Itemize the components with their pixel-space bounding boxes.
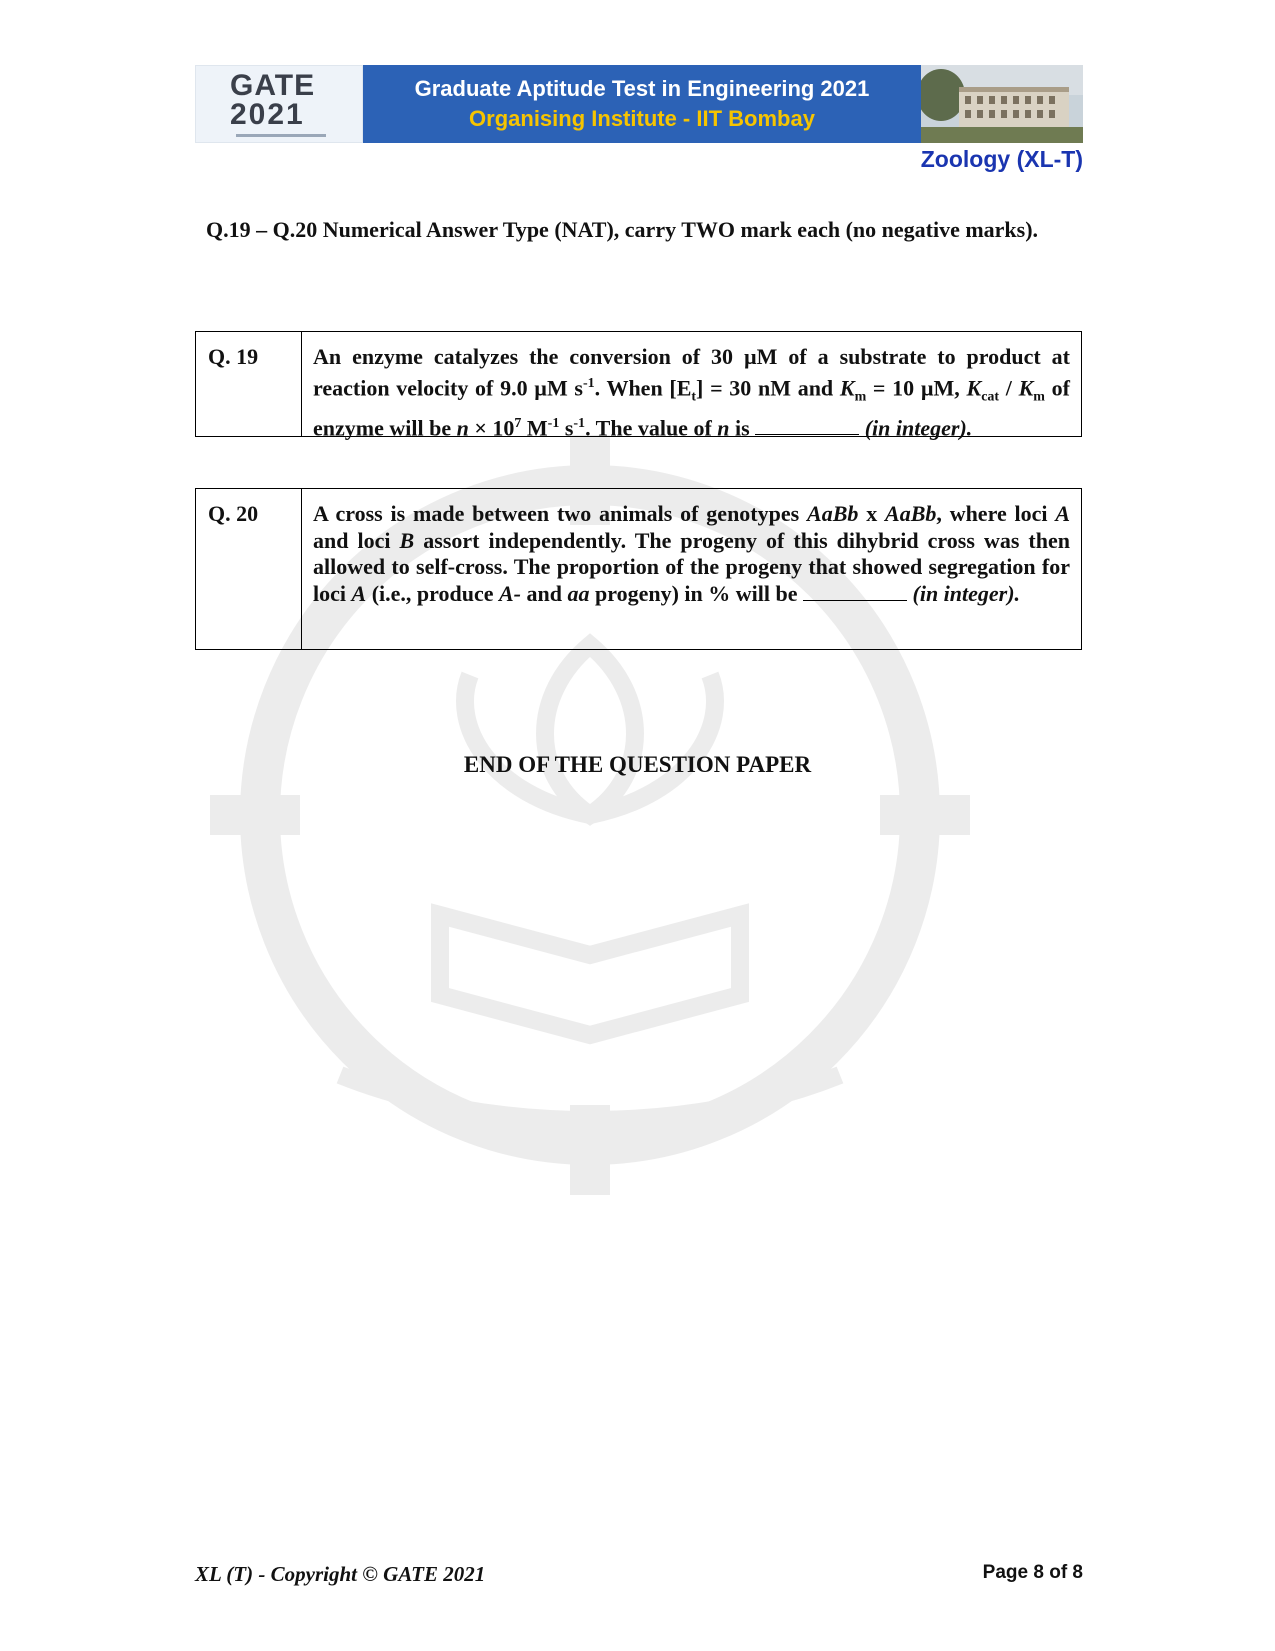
campus-building-photo [921,65,1083,143]
logo-tagline [236,134,326,137]
logo-text-year: 2021 [230,98,305,131]
banner-subtitle: Organising Institute - IIT Bombay [469,106,815,131]
answer-blank [755,416,859,435]
footer-copyright: XL (T) - Copyright © GATE 2021 [195,1562,486,1586]
banner-title: Graduate Aptitude Test in Engineering 2021 [414,76,870,101]
page-header [195,65,1083,143]
logo-text-gate: GATE [230,69,316,102]
question-number: Q. 19 [196,332,302,436]
answer-format-hint: (in integer). [864,415,973,441]
section-heading: Q.19 – Q.20 Numerical Answer Type (NAT), carry TWO mark each (no negative marks). [206,217,1039,242]
header-banner [363,65,921,143]
end-of-paper: END OF THE QUESTION PAPER [463,752,812,777]
answer-blank [803,582,907,601]
question-20-box [195,488,1082,650]
subject-label: Zoology (XL-T) [920,146,1083,172]
question-19-box [195,331,1082,441]
question-text: An enzyme catalyzes the conversion of 30 µM of a substrate to product at reaction velocity of 9.0 µM $s^{-1}$. When $[E_t] = 30$ nM and $K_m = 10$ µM, $K_{cat} / K_m$ of enzyme will be $n \times 10^7$ $M^{-1}$ $s^{-1}$. The value of n is (in integer). [313,344,1070,441]
gate-2021-logo [195,65,363,143]
page-number: Page 8 of 8 [982,1562,1083,1583]
question-text: A cross is made between two animals of genotypes AaBb x AaBb, where loci A and loci B assort independently. The progeny of this dihybrid cross was then allowed to self-cross. The proportion of the progeny that showed segregation for loci A (i.e., produce A- and aa progeny) in % will be (in integer). [313,501,1071,606]
question-number: Q. 20 [196,489,302,649]
answer-format-hint: (in integer). [912,580,1021,606]
